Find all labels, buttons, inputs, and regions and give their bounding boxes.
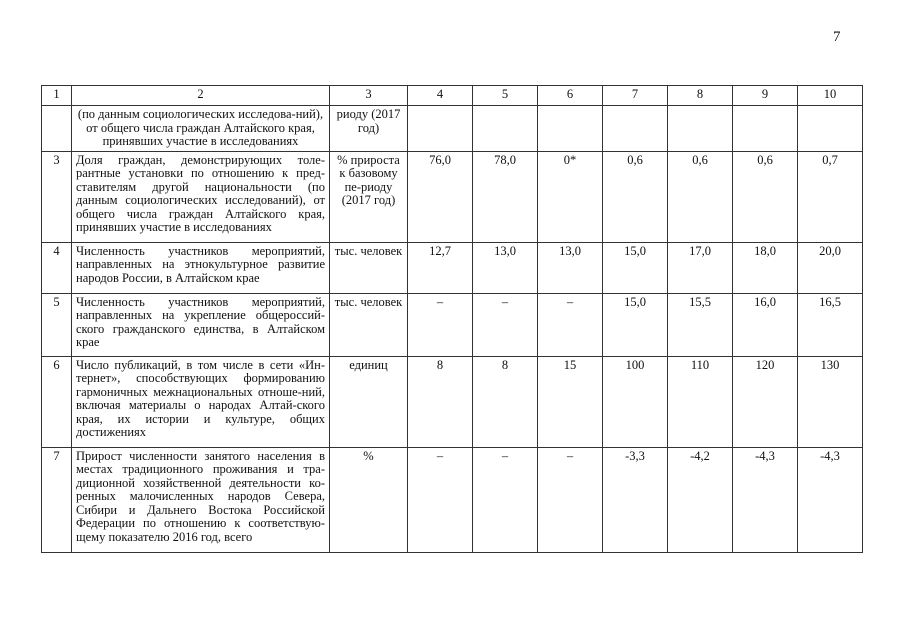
column-header: 10 (798, 86, 863, 106)
unit-cell: % прироста к базовому пе-риоду (2017 год) (330, 151, 408, 242)
value-cell: 110 (668, 356, 733, 447)
table-row (42, 242, 863, 293)
indicator-name: Численность участников мероприятий, направленных на этнокультурное развитие народов России, в Алтайском крае (72, 242, 330, 293)
value-cell: 0,6 (603, 151, 668, 242)
unit-cell: тыс. человек (330, 293, 408, 356)
table-row (42, 151, 863, 242)
value-cell: – (408, 447, 473, 552)
row-number: 5 (42, 293, 72, 356)
value-cell: 0* (538, 151, 603, 242)
value-cell: 16,0 (733, 293, 798, 356)
value-cell: 0,7 (798, 151, 863, 242)
table-row (42, 106, 863, 152)
value-cell: 0,6 (733, 151, 798, 242)
value-cell (668, 106, 733, 152)
table-row (42, 447, 863, 552)
value-cell (603, 106, 668, 152)
value-cell: 12,7 (408, 242, 473, 293)
column-header: 6 (538, 86, 603, 106)
value-cell: 120 (733, 356, 798, 447)
unit-cell: тыс. человек (330, 242, 408, 293)
table-row (42, 356, 863, 447)
row-number: 6 (42, 356, 72, 447)
row-number: 7 (42, 447, 72, 552)
column-header: 1 (42, 86, 72, 106)
page-number: 7 (833, 29, 841, 45)
value-cell (408, 106, 473, 152)
indicator-name: Доля граждан, демонстрирующих толе-рантные установки по отношению к пред-ставителям другой национальности (по данным социологических исследований), от общего числа граждан Алтайского края, принявших участие в исследованиях (72, 151, 330, 242)
value-cell: -4,2 (668, 447, 733, 552)
value-cell (733, 106, 798, 152)
value-cell: 8 (473, 356, 538, 447)
value-cell: 78,0 (473, 151, 538, 242)
column-header: 8 (668, 86, 733, 106)
value-cell: -4,3 (798, 447, 863, 552)
column-header: 7 (603, 86, 668, 106)
column-header: 5 (473, 86, 538, 106)
value-cell: 13,0 (473, 242, 538, 293)
indicator-name: Прирост численности занятого населения в местах традиционного проживания и тра-диционной хозяйственной деятельности ко-ренных малочисленных народов Севера, Сибири и Дальнего Востока Российской Федерации по отношению к соответствую-щему показателю 2016 год, всего (72, 447, 330, 552)
row-number: 4 (42, 242, 72, 293)
indicator-name: Число публикаций, в том числе в сети «Ин-тернет», способствующих формированию гармоничных межнациональных отноше-ний, включая материалы о народах Алтай-ского края, их истории и культуре, общих достижениях (72, 356, 330, 447)
column-header: 4 (408, 86, 473, 106)
value-cell: 130 (798, 356, 863, 447)
value-cell: -3,3 (603, 447, 668, 552)
value-cell: 76,0 (408, 151, 473, 242)
value-cell: 15,0 (603, 242, 668, 293)
value-cell: 100 (603, 356, 668, 447)
value-cell: – (408, 293, 473, 356)
value-cell: – (538, 447, 603, 552)
table-header-row (42, 86, 863, 106)
value-cell: -4,3 (733, 447, 798, 552)
row-number (42, 106, 72, 152)
value-cell: 17,0 (668, 242, 733, 293)
unit-cell: единиц (330, 356, 408, 447)
value-cell: 15,5 (668, 293, 733, 356)
unit-cell: % (330, 447, 408, 552)
value-cell: 20,0 (798, 242, 863, 293)
value-cell: 13,0 (538, 242, 603, 293)
value-cell (798, 106, 863, 152)
indicators-table (41, 85, 863, 553)
value-cell: 8 (408, 356, 473, 447)
value-cell: 0,6 (668, 151, 733, 242)
indicator-name: Численность участников мероприятий, направленных на укрепление общероссий-ского гражданского единства, в Алтайском крае (72, 293, 330, 356)
value-cell (538, 106, 603, 152)
value-cell: 18,0 (733, 242, 798, 293)
value-cell: 15 (538, 356, 603, 447)
value-cell: – (473, 293, 538, 356)
value-cell: 15,0 (603, 293, 668, 356)
value-cell: 16,5 (798, 293, 863, 356)
table-row (42, 293, 863, 356)
value-cell: – (538, 293, 603, 356)
unit-cell: риоду (2017 год) (330, 106, 408, 152)
indicator-name: (по данным социологических исследова-ний), от общего числа граждан Алтайского края, принявших участие в исследованиях (72, 106, 330, 152)
value-cell (473, 106, 538, 152)
row-number: 3 (42, 151, 72, 242)
column-header: 2 (72, 86, 330, 106)
column-header: 9 (733, 86, 798, 106)
value-cell: – (473, 447, 538, 552)
column-header: 3 (330, 86, 408, 106)
